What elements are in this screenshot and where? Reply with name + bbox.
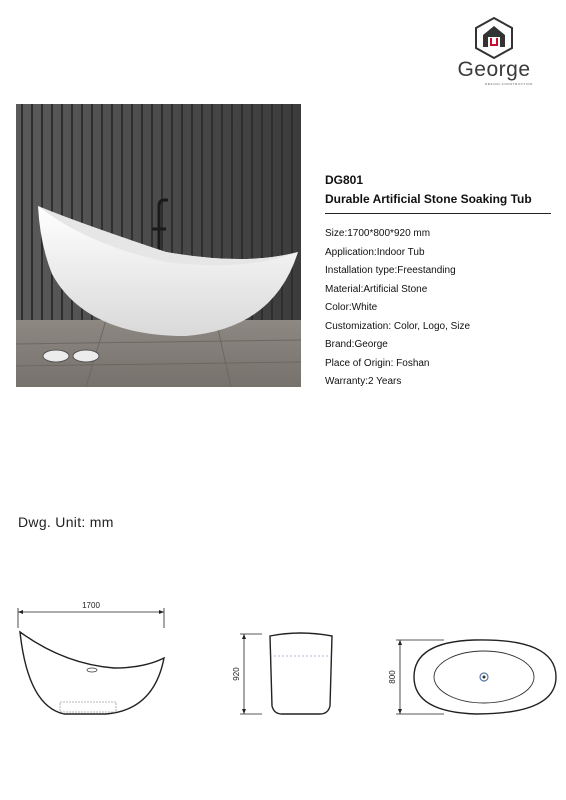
title-divider xyxy=(325,213,551,214)
spec-item: Brand:George xyxy=(325,339,388,350)
spec-item: Size:1700*800*920 mm xyxy=(325,228,431,239)
front-view-drawing xyxy=(230,626,342,720)
logo-wordmark: George xyxy=(457,58,531,81)
width-dimension: 800 xyxy=(388,670,397,684)
product-title: Durable Artificial Stone Soaking Tub xyxy=(325,192,532,206)
spec-item: Warranty:2 Years xyxy=(325,376,402,387)
length-dimension: 1700 xyxy=(82,601,100,610)
spec-item: Customization: Color, Logo, Size xyxy=(325,320,471,332)
spec-item: Place of Origin: Foshan xyxy=(325,357,430,369)
drawing-unit-label: Dwg. Unit: mm xyxy=(18,514,114,530)
spec-list xyxy=(325,225,555,392)
spec-item: Material:Artificial Stone xyxy=(325,283,428,295)
spec-item: Application:Indoor Tub xyxy=(325,246,425,258)
top-view-drawing xyxy=(384,634,560,720)
product-photo xyxy=(16,104,301,387)
spec-item: Installation type:Freestanding xyxy=(325,265,456,276)
height-dimension: 920 xyxy=(232,667,241,681)
logo-subtitle: DESIGN CONSTRUCTION xyxy=(485,82,533,86)
spec-item: Color:White xyxy=(325,302,378,313)
house-hexagon-logo-icon xyxy=(472,16,516,60)
brand-logo xyxy=(452,16,536,88)
product-model: DG801 xyxy=(325,173,364,187)
product-spec-panel xyxy=(325,172,555,392)
side-view-drawing xyxy=(14,598,170,720)
